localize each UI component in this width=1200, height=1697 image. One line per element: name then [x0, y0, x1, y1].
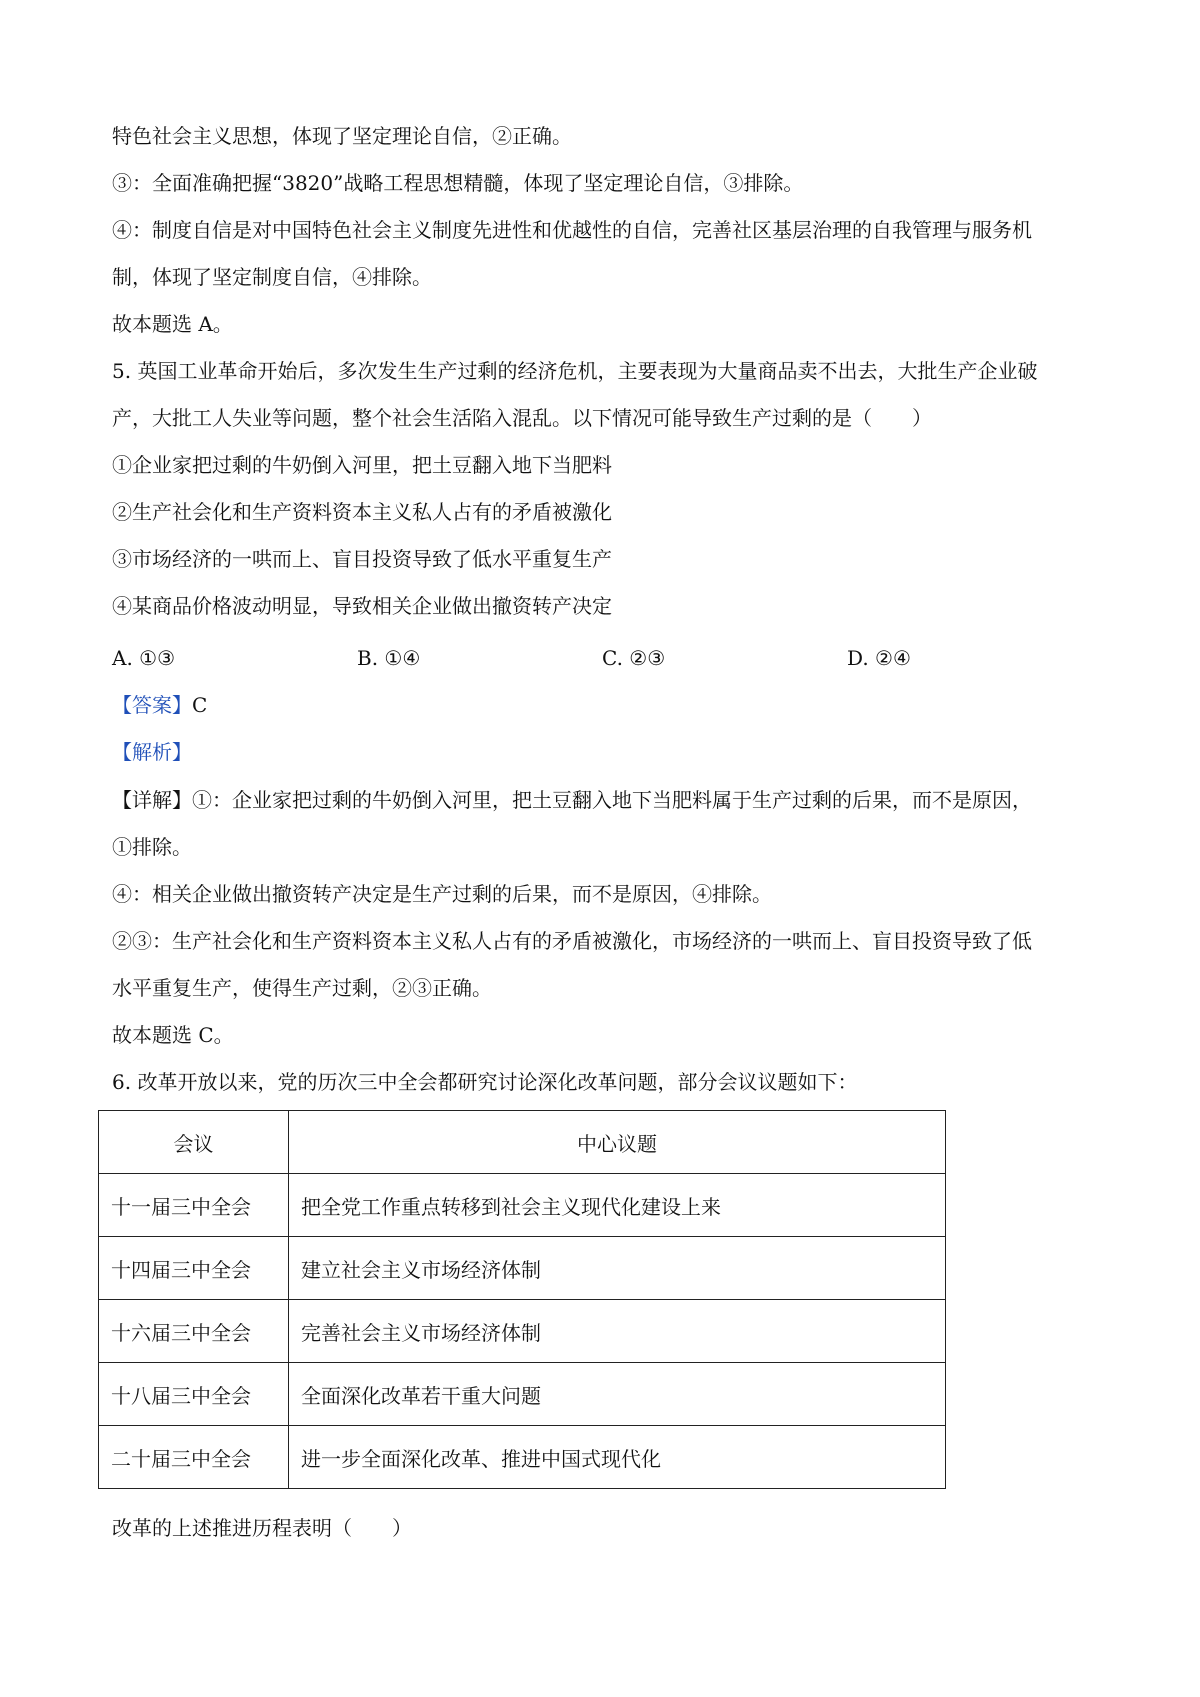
answer-value: C: [192, 693, 208, 717]
statement-item: ②生产社会化和生产资料资本主义私人占有的矛盾被激化: [112, 500, 612, 524]
question-5-stem: 产，大批工人失业等问题，整个社会生活陷入混乱。以下情况可能导致生产过剩的是（ ）: [112, 406, 932, 430]
text-line: 特色社会主义思想，体现了坚定理论自信，②正确。: [112, 124, 572, 148]
option-d: D. ②④: [847, 646, 911, 670]
table-header-row: [99, 1111, 946, 1174]
detail-line: ①排除。: [112, 835, 192, 859]
table-row: [99, 1174, 946, 1237]
detail-line: [112, 786, 1032, 814]
topic-cell: 把全党工作重点转移到社会主义现代化建设上来: [289, 1174, 946, 1237]
conclusion-line: 故本题选 C。: [112, 1023, 234, 1047]
option-c: C. ②③: [602, 646, 666, 670]
text-line: 故本题选 A。: [112, 312, 233, 336]
analysis-heading: [112, 738, 192, 766]
meeting-cell: 十八届三中全会: [99, 1363, 289, 1426]
statement-item: ③市场经济的一哄而上、盲目投资导致了低水平重复生产: [112, 547, 612, 571]
detail-tag: 【详解】: [112, 788, 192, 812]
answer-tag: 【答案】: [112, 693, 192, 717]
statement-item: ④某商品价格波动明显，导致相关企业做出撤资转产决定: [112, 594, 612, 618]
text-line: ④：制度自信是对中国特色社会主义制度先进性和优越性的自信，完善社区基层治理的自我管理与服务机: [112, 218, 1032, 242]
option-a: A. ①③: [112, 646, 176, 670]
table-row: [99, 1300, 946, 1363]
analysis-tag: 【解析】: [112, 740, 192, 764]
detail-line: ④：相关企业做出撤资转产决定是生产过剩的后果，而不是原因，④排除。: [112, 882, 772, 906]
column-header-topic: 中心议题: [289, 1111, 946, 1174]
meeting-cell: 十一届三中全会: [99, 1174, 289, 1237]
text-line: 制，体现了坚定制度自信，④排除。: [112, 265, 432, 289]
question-6-followup: 改革的上述推进历程表明（ ）: [112, 1516, 412, 1540]
table-row: [99, 1363, 946, 1426]
option-b: B. ①④: [357, 646, 421, 670]
statement-item: ①企业家把过剩的牛奶倒入河里，把土豆翻入地下当肥料: [112, 453, 612, 477]
topic-cell: 完善社会主义市场经济体制: [289, 1300, 946, 1363]
column-header-meeting: 会议: [99, 1111, 289, 1174]
topic-cell: 全面深化改革若干重大问题: [289, 1363, 946, 1426]
meeting-cell: 二十届三中全会: [99, 1426, 289, 1489]
meeting-cell: 十四届三中全会: [99, 1237, 289, 1300]
topic-cell: 进一步全面深化改革、推进中国式现代化: [289, 1426, 946, 1489]
table-row: [99, 1426, 946, 1489]
topic-cell: 建立社会主义市场经济体制: [289, 1237, 946, 1300]
table-row: [99, 1237, 946, 1300]
meeting-cell: 十六届三中全会: [99, 1300, 289, 1363]
meeting-agenda-table: [98, 1110, 946, 1489]
detail-text: ①：企业家把过剩的牛奶倒入河里，把土豆翻入地下当肥料属于生产过剩的后果，而不是原因，: [192, 788, 1032, 812]
question-6-stem: 6. 改革开放以来，党的历次三中全会都研究讨论深化改革问题，部分会议议题如下：: [112, 1070, 858, 1094]
answer-options: [112, 644, 1012, 672]
answer-line: [112, 691, 207, 719]
detail-line: 水平重复生产，使得生产过剩，②③正确。: [112, 976, 492, 1000]
question-5-stem: 5. 英国工业革命开始后，多次发生生产过剩的经济危机，主要表现为大量商品卖不出去，大批生产企业破: [112, 359, 1038, 383]
detail-line: ②③：生产社会化和生产资料资本主义私人占有的矛盾被激化，市场经济的一哄而上、盲目投资导致了低: [112, 929, 1032, 953]
text-line: ③：全面准确把握“3820”战略工程思想精髓，体现了坚定理论自信，③排除。: [112, 171, 804, 195]
